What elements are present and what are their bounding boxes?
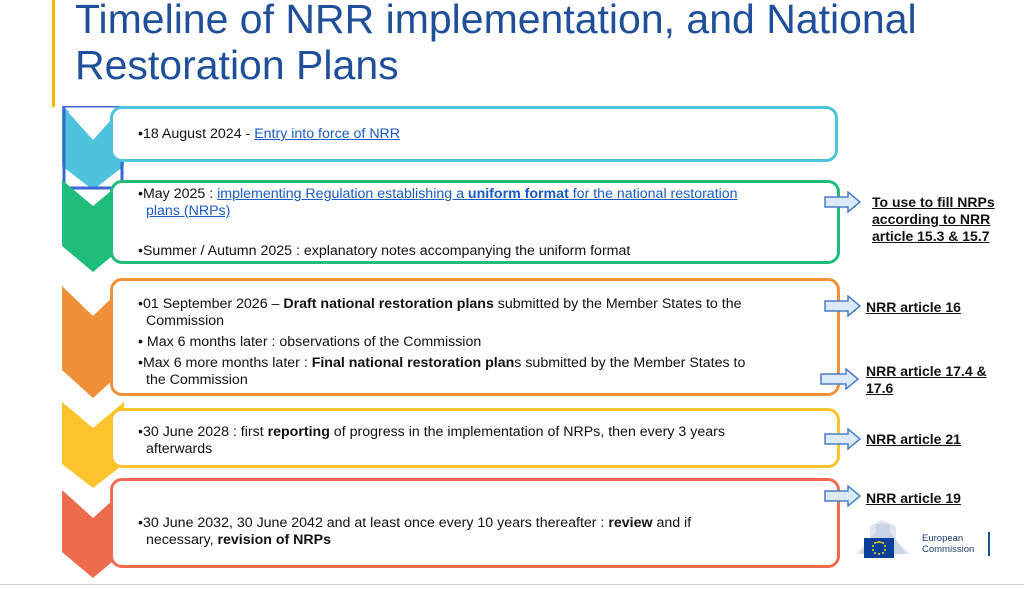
row5-line-1: •30 June 2032, 30 June 2042 and at least once every 10 years thereafter : review and if xyxy=(138,515,692,531)
ref-label-article-16[interactable]: NRR article 16 xyxy=(866,299,961,315)
ref-label-article-21[interactable]: NRR article 21 xyxy=(866,431,961,447)
arrow-right-icon xyxy=(824,485,862,507)
row2-line-1-cont[interactable]: plans (NRPs) xyxy=(146,203,231,219)
row2-line-1: •May 2025 : implementing Regulation establishing a uniform format for the national restoration xyxy=(138,186,738,202)
entry-into-force-link[interactable]: Entry into force of NRR xyxy=(254,126,401,142)
page-title: Timeline of NRR implementation, and National Restoration Plans xyxy=(75,0,917,88)
ref-label-article-17[interactable]: NRR article 17.4 & 17.6 xyxy=(866,363,987,396)
slide-bottom-rule xyxy=(0,584,1024,585)
row3-line-2: • Max 6 months later : observations of the Commission xyxy=(138,334,482,350)
ref-label-nrps-format[interactable]: To use to fill NRPs according to NRR article 15.3 & 15.7 xyxy=(872,194,995,244)
row3-line-1-cont: Commission xyxy=(146,313,225,329)
row2-line-2: •Summer / Autumn 2025 : explanatory notes accompanying the uniform format xyxy=(138,243,631,259)
ec-logo-divider xyxy=(988,532,990,556)
ref-label-article-19[interactable]: NRR article 19 xyxy=(866,490,961,506)
title-accent-bar xyxy=(52,0,55,107)
arrow-right-icon xyxy=(820,368,860,390)
arrow-right-icon xyxy=(824,295,862,317)
implementing-regulation-link[interactable]: implementing Regulation establishing a uniform format for the national restoration xyxy=(217,186,738,202)
row4-line-1-cont: afterwards xyxy=(146,441,213,457)
arrow-right-icon xyxy=(824,428,862,450)
row3-line-1: •01 September 2026 – Draft national restoration plans submitted by the Member States to the xyxy=(138,296,742,312)
row3-line-3: •Max 6 more months later : Final national restoration plans submitted by the Member States to xyxy=(138,355,746,371)
row3-line-3-cont: the Commission xyxy=(146,372,248,388)
row5-line-1-cont: necessary, revision of NRPs xyxy=(146,532,332,548)
ec-logo-text: European Commission xyxy=(922,533,975,555)
arrow-right-icon xyxy=(824,191,862,213)
row1-line: •18 August 2024 - Entry into force of NRR xyxy=(138,126,401,142)
row4-line-1: •30 June 2028 : first reporting of progress in the implementation of NRPs, then every 3 years xyxy=(138,424,725,440)
